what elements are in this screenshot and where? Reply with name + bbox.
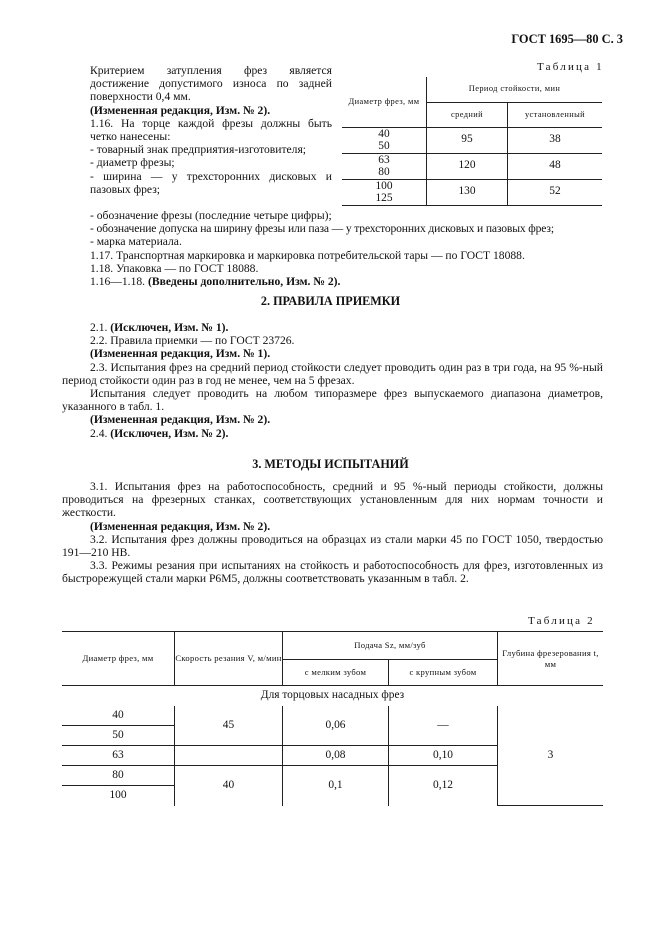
table-row	[342, 179, 602, 205]
section-title: 2. ПРАВИЛА ПРИЕМКИ	[260, 294, 401, 308]
table2-col-coarse: с крупным зубом	[389, 660, 498, 686]
paragraph: 3.1. Испытания фрез на работоспособность, средний и 95 %-ный периоды стойкости, должны проводиться на фрезерных станках, соответствующих установленным для них нормам точности и жесткости.	[62, 480, 603, 520]
table2-group-title: Для торцовых насадных фрез	[62, 686, 603, 706]
paragraph	[62, 321, 603, 334]
diam-cell: 80	[62, 766, 175, 786]
table1-caption: Таблица 1	[537, 61, 604, 73]
page-header: ГОСТ 1695—80 С. 3	[511, 32, 623, 46]
depth-cell: 3	[498, 706, 604, 806]
paragraph: 1.16. На торце каждой фрезы должны быть четко нанесены:	[90, 116, 332, 144]
left-column-text	[90, 64, 332, 196]
section3-body	[62, 480, 603, 586]
set-cell: 52	[508, 179, 603, 205]
paragraph: Испытания следует проводить на любом типоразмере фрез выпускаемого диапазона диаметров, указанного в табл. 1.	[62, 387, 603, 414]
diam-cell: 50	[62, 726, 175, 746]
diam-cell: 40	[378, 128, 390, 140]
table1	[342, 77, 602, 206]
list-item: - товарный знак предприятия-изготовителя;	[90, 143, 307, 157]
paragraph: 1.17. Транспортная маркировка и маркировка потребительской тары — по ГОСТ 18088.	[90, 248, 525, 262]
diam-cell: 63	[62, 746, 175, 766]
paragraph: 3.2. Испытания фрез должны проводиться на образцах из стали марки 45 по ГОСТ 1050, твердостью 191—210 НВ.	[62, 532, 603, 560]
table-row	[62, 706, 603, 726]
speed-cell: 45	[175, 706, 283, 746]
diam-cell: 125	[375, 192, 393, 204]
diam-cell: 50	[378, 140, 390, 152]
feed-coarse-cell: 0,10	[389, 746, 498, 766]
list-item: - обозначение допуска на ширину фрезы или паза — у трехсторонних дисковых и пазовых фрез;	[90, 222, 554, 236]
edition-note: (Измененная редакция, Изм. № 2).	[90, 413, 271, 427]
list-item: - диаметр фрезы;	[90, 156, 175, 170]
diam-cell: 40	[62, 706, 175, 726]
section-title: 3. МЕТОДЫ ИСПЫТАНИЙ	[252, 457, 409, 471]
list-item: - марка материала.	[90, 235, 182, 249]
mean-cell: 120	[427, 153, 508, 179]
table2-col-fine: с мелким зубом	[283, 660, 389, 686]
feed-fine-cell: 0,1	[283, 766, 389, 806]
table-row	[342, 127, 602, 153]
feed-fine-cell: 0,08	[283, 746, 389, 766]
list-item: - обозначение фрезы (последние четыре цифры);	[90, 209, 332, 222]
paragraph	[90, 275, 610, 288]
table2	[62, 631, 603, 806]
paragraph: 3.3. Режимы резания при испытаниях на стойкость и работоспособность для фрез, изготовленных из быстрорежущей стали марки Р6М5, должны соответствовать указанным в табл. 2.	[62, 559, 603, 586]
table2-col-speed: Скорость резания V, м/мин	[175, 632, 283, 686]
diam-cell: 100	[62, 786, 175, 806]
table1-col-diam: Диаметр фрез, мм	[342, 77, 427, 127]
feed-coarse-cell: —	[389, 706, 498, 746]
table2-col-depth: Глубина фрезерования t, мм	[498, 632, 604, 686]
paragraph: Критерием затупления фрез является достижение допустимого износа по задней поверхности 0,4 мм.	[90, 64, 332, 104]
feed-fine-cell: 0,06	[283, 706, 389, 746]
section2-body	[62, 321, 603, 440]
edition-note: (Измененная редакция, Изм. № 2).	[90, 103, 271, 117]
paragraph	[62, 427, 603, 440]
table1-col-mean: средний	[427, 102, 508, 127]
clause-number: 1.16—1.18.	[90, 275, 146, 289]
clause-number: 2.4.	[90, 426, 108, 440]
feed-coarse-cell: 0,12	[389, 766, 498, 806]
list-item: - ширина — у трехсторонних дисковых и пазовых фрез;	[90, 169, 332, 196]
diam-cell: 63	[378, 154, 390, 166]
paragraph: 2.2. Правила приемки — по ГОСТ 23726.	[90, 334, 295, 348]
paragraph: 2.3. Испытания фрез на средний период стойкости следует проводить один раз в три года, на 95 %-ный период стойкости один раз в год не менее, чем на 5 фрезах.	[62, 360, 603, 387]
clause-number: 2.1.	[90, 321, 108, 334]
speed-cell: 40	[175, 766, 283, 806]
table2-col-feed: Подача Sz, мм/зуб	[283, 632, 498, 660]
mean-cell: 130	[427, 179, 508, 205]
set-cell: 48	[508, 153, 603, 179]
diam-cell: 100	[375, 180, 393, 192]
table-row	[342, 153, 602, 179]
edition-note: (Введены дополнительно, Изм. № 2).	[147, 275, 341, 289]
table2-caption: Таблица 2	[528, 615, 595, 627]
edition-note: (Исключен, Изм. № 1).	[110, 321, 229, 334]
edition-note: (Измененная редакция, Изм. № 2).	[90, 519, 271, 533]
set-cell: 38	[508, 127, 603, 153]
table2-col-diam: Диаметр фрез, мм	[62, 632, 175, 686]
edition-note: (Измененная редакция, Изм. № 1).	[90, 347, 271, 361]
mean-cell: 95	[427, 127, 508, 153]
diam-cell: 80	[378, 166, 390, 178]
edition-note: (Исключен, Изм. № 2).	[110, 426, 229, 440]
table1-col-period: Период стойкости, мин	[427, 77, 603, 102]
paragraph: 1.18. Упаковка — по ГОСТ 18088.	[90, 261, 259, 275]
table1-col-set: установленный	[508, 102, 603, 127]
marking-list	[90, 209, 610, 288]
